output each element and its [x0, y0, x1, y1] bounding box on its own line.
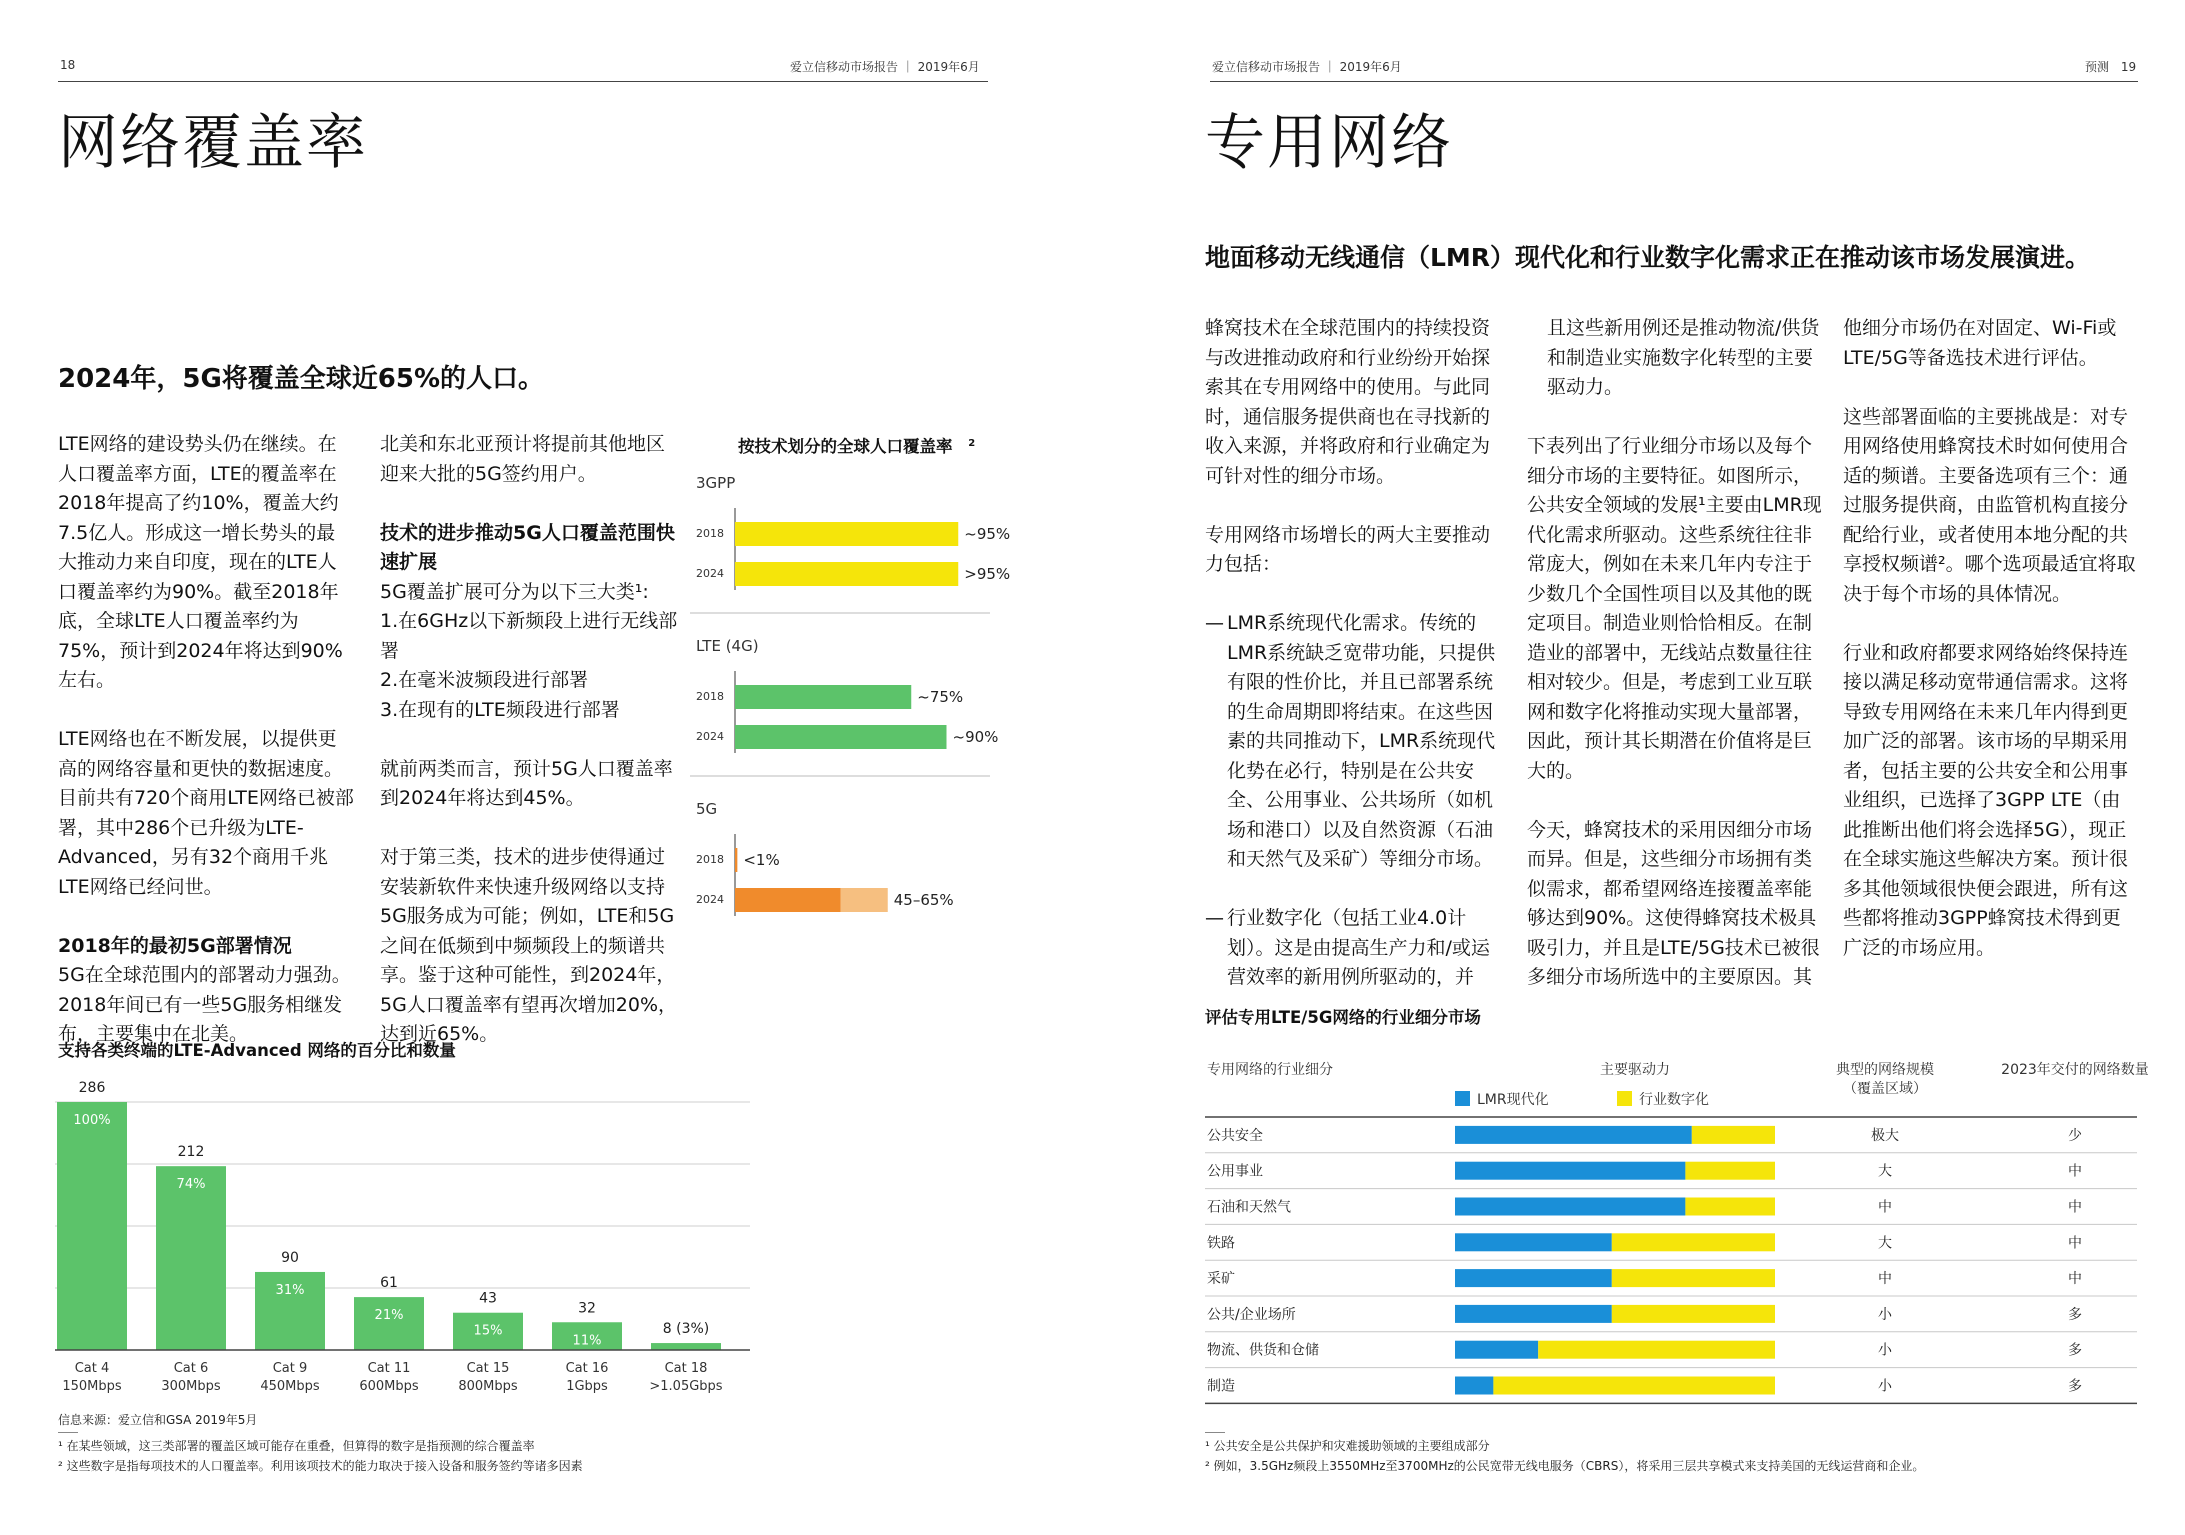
- coverage-value-label: ~75%: [917, 688, 964, 706]
- segment-count: 中: [2068, 1199, 2082, 1216]
- left-col2-p1: 北美和东北亚预计将提前其他地区迎来大批的5G签约用户。: [380, 433, 666, 485]
- left-col2-item-1: 1.在6GHz以下新频段上进行无线部署: [380, 610, 678, 662]
- coverage-bar: [735, 888, 841, 912]
- lte-adv-chart: [55, 1070, 755, 1410]
- segment-col-header: 2023年交付的网络数量: [2001, 1062, 2149, 1078]
- segment-scale: 大: [1878, 1163, 1892, 1180]
- coverage-value-label: >95%: [964, 565, 1011, 583]
- lte-bar: [651, 1343, 721, 1350]
- lte-bar: [57, 1102, 127, 1350]
- right-col1-bullet-2: — 行业数字化（包括工业4.0计划）。这是由提高生产力和/或运营效率的新用例所驱动的，并: [1205, 904, 1503, 993]
- segment-scale: 中: [1878, 1271, 1892, 1288]
- left-page-title: 网络覆盖率: [58, 108, 368, 178]
- segment-col-header: 主要驱动力: [1600, 1062, 1670, 1078]
- right-col2-p3: 今天，蜂窝技术的采用因细分市场而异。但是，这些细分市场拥有类似需求，都希望网络连接覆盖率能够达到90%。这使得蜂窝技术极具吸引力，并且是LTE/5G技术已被很多细分市场所选中的主要原因。其: [1527, 818, 1820, 988]
- lte-value-label: 90: [281, 1249, 299, 1266]
- segment-bar-digital: [1493, 1377, 1775, 1395]
- segment-bar-digital: [1692, 1126, 1775, 1144]
- right-col3-p2: 这些部署面临的主要挑战是：对专用网络使用蜂窝技术时如何使用合适的频谱。主要备选项有三个：通过服务提供商，由监管机构直接分配给行业，或者使用本地分配的共享授权频谱²。哪个选项最适宜将取决于每个市场的具体情况。: [1843, 405, 2136, 605]
- right-col1-p2: 专用网络市场增长的两大主要推动力包括：: [1205, 523, 1491, 575]
- lte-value-label: 212: [177, 1144, 205, 1161]
- segment-row-label: 公共安全: [1207, 1127, 1263, 1144]
- segment-bar-lmr: [1455, 1162, 1685, 1180]
- segment-bar-lmr: [1455, 1269, 1612, 1287]
- segment-scale: 极大: [1871, 1127, 1899, 1144]
- right-col3-p1: 他细分市场仍在对固定、Wi-Fi或LTE/5G等备选技术进行评估。: [1843, 317, 2117, 369]
- right-section-label: [2085, 58, 2136, 75]
- segment-count: 中: [2068, 1271, 2082, 1288]
- segment-row-label: 采矿: [1207, 1271, 1235, 1288]
- segment-count: 中: [2068, 1235, 2082, 1252]
- segment-row-label: 公用事业: [1207, 1163, 1263, 1180]
- segment-legend-swatch: [1455, 1091, 1470, 1106]
- lte-percent-label: 100%: [73, 1113, 111, 1128]
- coverage-value-label: <1%: [743, 851, 780, 869]
- segment-row-label: 石油和天然气: [1207, 1199, 1291, 1216]
- right-running-header: 爱立信移动市场报告 ｜ 2019年6月: [1212, 60, 1402, 74]
- right-page-number: 19: [2120, 60, 2137, 74]
- coverage-value-label: 45–65%: [893, 891, 954, 909]
- left-col2-p2: 就前两类而言，预计5G人口覆盖率到2024年将达到45%。: [380, 757, 673, 809]
- coverage-year-label: 2024: [696, 567, 724, 580]
- left-page-number: 18: [60, 58, 76, 72]
- segment-bar-digital: [1538, 1341, 1775, 1359]
- segment-col-header: 典型的网络规模: [1836, 1062, 1934, 1078]
- right-section-name: 预测: [2085, 60, 2110, 74]
- left-header-rule: [58, 81, 988, 82]
- segment-legend-label: 行业数字化: [1639, 1092, 1709, 1108]
- lte-value-label: 286: [78, 1080, 106, 1096]
- coverage-year-label: 2018: [696, 853, 724, 866]
- coverage-group-label: 5G: [696, 800, 718, 818]
- coverage-chart-title: [738, 433, 975, 457]
- left-source: 信息来源：爱立信和GSA 2019年5月: [58, 1413, 258, 1427]
- coverage-group-label: 3GPP: [696, 474, 736, 492]
- segment-bar-digital: [1612, 1305, 1775, 1323]
- coverage-chart: [690, 470, 1011, 990]
- segment-legend-swatch: [1617, 1091, 1632, 1106]
- right-footnote-2: ² 例如，3.5GHz频段上3550MHz至3700MHz的公民宽带无线电服务（CBRS），将采用三层共享模式来支持美国的无线运营商和企业。: [1205, 1459, 1925, 1473]
- coverage-bar: [735, 685, 911, 709]
- segment-scale: 小: [1878, 1342, 1892, 1359]
- segment-count: 少: [2068, 1127, 2082, 1144]
- coverage-bar: [735, 848, 737, 872]
- left-footnote-rule: [58, 1432, 78, 1433]
- segment-bar-lmr: [1455, 1126, 1692, 1144]
- segment-scale: 小: [1878, 1378, 1892, 1395]
- segment-count: 多: [2068, 1306, 2082, 1323]
- lte-category-sublabel: 150Mbps: [62, 1379, 122, 1394]
- segment-scale: 中: [1878, 1199, 1892, 1216]
- right-footnote-1: ¹ 公共安全是公共保护和灾难援助领域的主要组成部分: [1205, 1439, 1490, 1453]
- segment-scale: 大: [1878, 1235, 1892, 1252]
- left-col2-item-2: 2.在毫米波频段进行部署: [380, 669, 589, 691]
- coverage-year-label: 2018: [696, 527, 724, 540]
- lte-category-label: Cat 4: [74, 1361, 110, 1376]
- segment-bar-lmr: [1455, 1341, 1538, 1359]
- left-col2-p3: 对于第三类，技术的进步使得通过安装新软件来快速升级网络以支持5G服务成为可能；例如，LTE和5G之间在低频到中频频段上的频谱共享。鉴于这种可能性，到2024年，5G人口覆盖率有望再次增加20%，达到近65%。: [380, 846, 678, 1045]
- coverage-value-label: ~90%: [952, 728, 999, 746]
- lte-category-sublabel: 800Mbps: [458, 1379, 518, 1394]
- segment-col-header: 专用网络的行业细分: [1207, 1062, 1333, 1078]
- segment-bar-digital: [1685, 1198, 1775, 1216]
- right-col2-p2: 下表列出了行业细分市场以及每个细分市场的主要特征。如图所示，公共安全领域的发展¹主要由LMR现代化需求所驱动。这些系统往往非常庞大，例如在未来几年内专注于少数几个全国性项目以及其他的既定项目。制造业则恰恰相反。在制造业的部署中，无线站点数量往往相对较少。但是，考虑到工业互联网和数字化将推动实现大量部署，因此，预计其长期潜在价值将是巨大的。: [1527, 435, 1822, 782]
- lte-category-sublabel: 1Gbps: [566, 1379, 608, 1394]
- right-column-2: [1527, 314, 1823, 1022]
- coverage-group-label: LTE (4G): [696, 637, 759, 655]
- segment-col-header: （覆盖区域）: [1843, 1081, 1927, 1097]
- right-column-1: [1205, 314, 1503, 1022]
- coverage-chart-title-text: 按技术划分的全球人口覆盖率: [738, 437, 953, 456]
- left-col2-subhead: 技术的进步推动5G人口覆盖范围快速扩展: [380, 521, 675, 573]
- left-col1-p2: LTE网络也在不断发展，以提供更高的网络容量和更快的数据速度。目前共有720个商用LTE网络已被部署，其中286个已升级为LTE-Advanced，另有32个商用千兆LTE网络已经问世。: [58, 728, 354, 898]
- coverage-bar: [735, 562, 958, 586]
- lte-value-label: 61: [380, 1275, 398, 1292]
- lte-value-label: 8 (3%): [662, 1321, 710, 1338]
- segment-bar-digital: [1685, 1162, 1775, 1180]
- right-col2-p1: 且这些新用例还是推动物流/供货和制造业实施数字化转型的主要驱动力。: [1547, 317, 1820, 398]
- coverage-bar: [735, 522, 958, 546]
- left-footnote-1: ¹ 在某些领域，这三类部署的覆盖区域可能存在重叠，但算得的数字是指预测的综合覆盖率: [58, 1439, 535, 1453]
- coverage-value-label: ~95%: [964, 525, 1011, 543]
- segment-table: [1205, 1050, 2149, 1410]
- lte-category-label: Cat 16: [565, 1361, 609, 1376]
- right-page-title: 专用网络: [1205, 108, 1453, 178]
- segment-table-title: 评估专用LTE/5G网络的行业细分市场: [1205, 1008, 1481, 1027]
- segment-bar-digital: [1612, 1233, 1775, 1251]
- left-col2-item-3: 3.在现有的LTE频段进行部署: [380, 698, 620, 721]
- segment-row-label: 物流、供货和仓储: [1207, 1342, 1319, 1359]
- right-col1-p1: 蜂窝技术在全球范围内的持续投资与改进推动政府和行业纷纷开始探索其在专用网络中的使用。与此同时，通信服务提供商也在寻找新的收入来源，并将政府和行业确定为可针对性的细分市场。: [1205, 317, 1491, 487]
- right-col3-p3: 行业和政府都要求网络始终保持连接以满足移动宽带通信需求。这将导致专用网络在未来几年内得到更加广泛的部署。该市场的早期采用者，包括主要的公共安全和公用事业组织，已选择了3GPP LTE（由此推断出他们将会选择5G），现正在全球实施这些解决方案。预计很多其他领域很快便会跟进，所有这些都将推动3GPP蜂窝技术得到更广泛的市场应用。: [1843, 641, 2129, 959]
- lte-category-label: Cat 11: [367, 1361, 411, 1376]
- left-running-header: 爱立信移动市场报告 ｜ 2019年6月: [790, 60, 980, 74]
- left-footnote-2: ² 这些数字是指每项技术的人口覆盖率。利用该项技术的能力取决于接入设备和服务签约等诸多因素: [58, 1459, 583, 1473]
- right-col1-bullet-1: — LMR系统现代化需求。传统的LMR系统缺乏宽带功能，只提供有限的性价比，并且已部署系统的生命周期即将结束。在这些因素的共同推动下，LMR系统现代化势在必行，特别是在公共安全、公用事业、公共场所（如机场和港口）以及自然资源（石油和天然气及采矿）等细分市场。: [1205, 609, 1503, 875]
- segment-count: 多: [2068, 1378, 2082, 1395]
- lte-category-sublabel: 450Mbps: [260, 1379, 320, 1394]
- left-col2-intro: 5G覆盖扩展可分为以下三大类¹:: [380, 580, 649, 603]
- right-headline: 地面移动无线通信（LMR）现代化和行业数字化需求正在推动该市场发展演进。: [1205, 243, 2091, 272]
- lte-percent-label: 15%: [473, 1323, 503, 1339]
- right-footnote-rule: [1205, 1432, 1225, 1433]
- coverage-year-label: 2024: [696, 893, 724, 906]
- lte-category-label: Cat 6: [173, 1361, 209, 1376]
- lte-category-label: Cat 9: [272, 1361, 308, 1376]
- lte-category-sublabel: 600Mbps: [359, 1379, 419, 1394]
- lte-percent-label: 74%: [176, 1177, 206, 1193]
- lte-percent-label: 11%: [572, 1333, 602, 1349]
- coverage-year-label: 2024: [696, 730, 724, 743]
- segment-row-label: 铁路: [1207, 1235, 1235, 1252]
- left-col1-p3: 5G在全球范围内的部署动力强劲。2018年间已有一些5G服务相继发布，主要集中在北美。: [58, 964, 351, 1045]
- segment-bar-lmr: [1455, 1305, 1612, 1323]
- lte-bar: [354, 1297, 424, 1350]
- lte-percent-label: 21%: [374, 1308, 404, 1324]
- lte-category-sublabel: 300Mbps: [161, 1379, 221, 1394]
- lte-percent-label: 31%: [275, 1282, 305, 1298]
- lte-category-sublabel: >1.05Gbps: [649, 1379, 723, 1394]
- lte-value-label: 32: [578, 1300, 596, 1317]
- coverage-year-label: 2018: [696, 690, 724, 703]
- segment-row-label: 公共/企业场所: [1207, 1306, 1296, 1323]
- coverage-chart-title-sup: 2: [968, 437, 976, 449]
- lte-bar: [156, 1166, 226, 1350]
- coverage-bar-range: [841, 888, 888, 912]
- segment-legend-label: LMR现代化: [1477, 1092, 1549, 1108]
- left-headline: 2024年，5G将覆盖全球近65%的人口。: [58, 364, 545, 394]
- segment-bar-lmr: [1455, 1233, 1612, 1251]
- left-column-1: [58, 430, 354, 1079]
- left-col1-p1: LTE网络的建设势头仍在继续。在人口覆盖率方面，LTE的覆盖率在2018年提高了约10%，覆盖大约7.5亿人。形成这一增长势头的最大推动力来自印度，现在的LTE人口覆盖率约为90%。截至2018年底，全球LTE人口覆盖率约为75%，预计到2024年将达到90%左右。: [58, 433, 343, 691]
- left-col1-subhead: 2018年的最初5G部署情况: [58, 934, 292, 957]
- segment-scale: 小: [1878, 1306, 1892, 1323]
- lte-adv-chart-title: 支持各类终端的LTE-Advanced 网络的百分比和数量: [58, 1041, 456, 1060]
- right-column-3: [1843, 314, 2139, 993]
- lte-category-label: Cat 15: [466, 1361, 510, 1376]
- lte-category-label: Cat 18: [664, 1361, 708, 1376]
- lte-value-label: 43: [479, 1290, 497, 1307]
- segment-bar-digital: [1612, 1269, 1775, 1287]
- segment-bar-lmr: [1455, 1377, 1493, 1395]
- segment-count: 中: [2068, 1163, 2082, 1180]
- segment-row-label: 制造: [1207, 1378, 1235, 1395]
- right-header-rule: [1210, 81, 2138, 82]
- left-column-2: [380, 430, 680, 1079]
- segment-count: 多: [2068, 1342, 2082, 1359]
- segment-bar-lmr: [1455, 1198, 1685, 1216]
- coverage-bar: [735, 725, 947, 749]
